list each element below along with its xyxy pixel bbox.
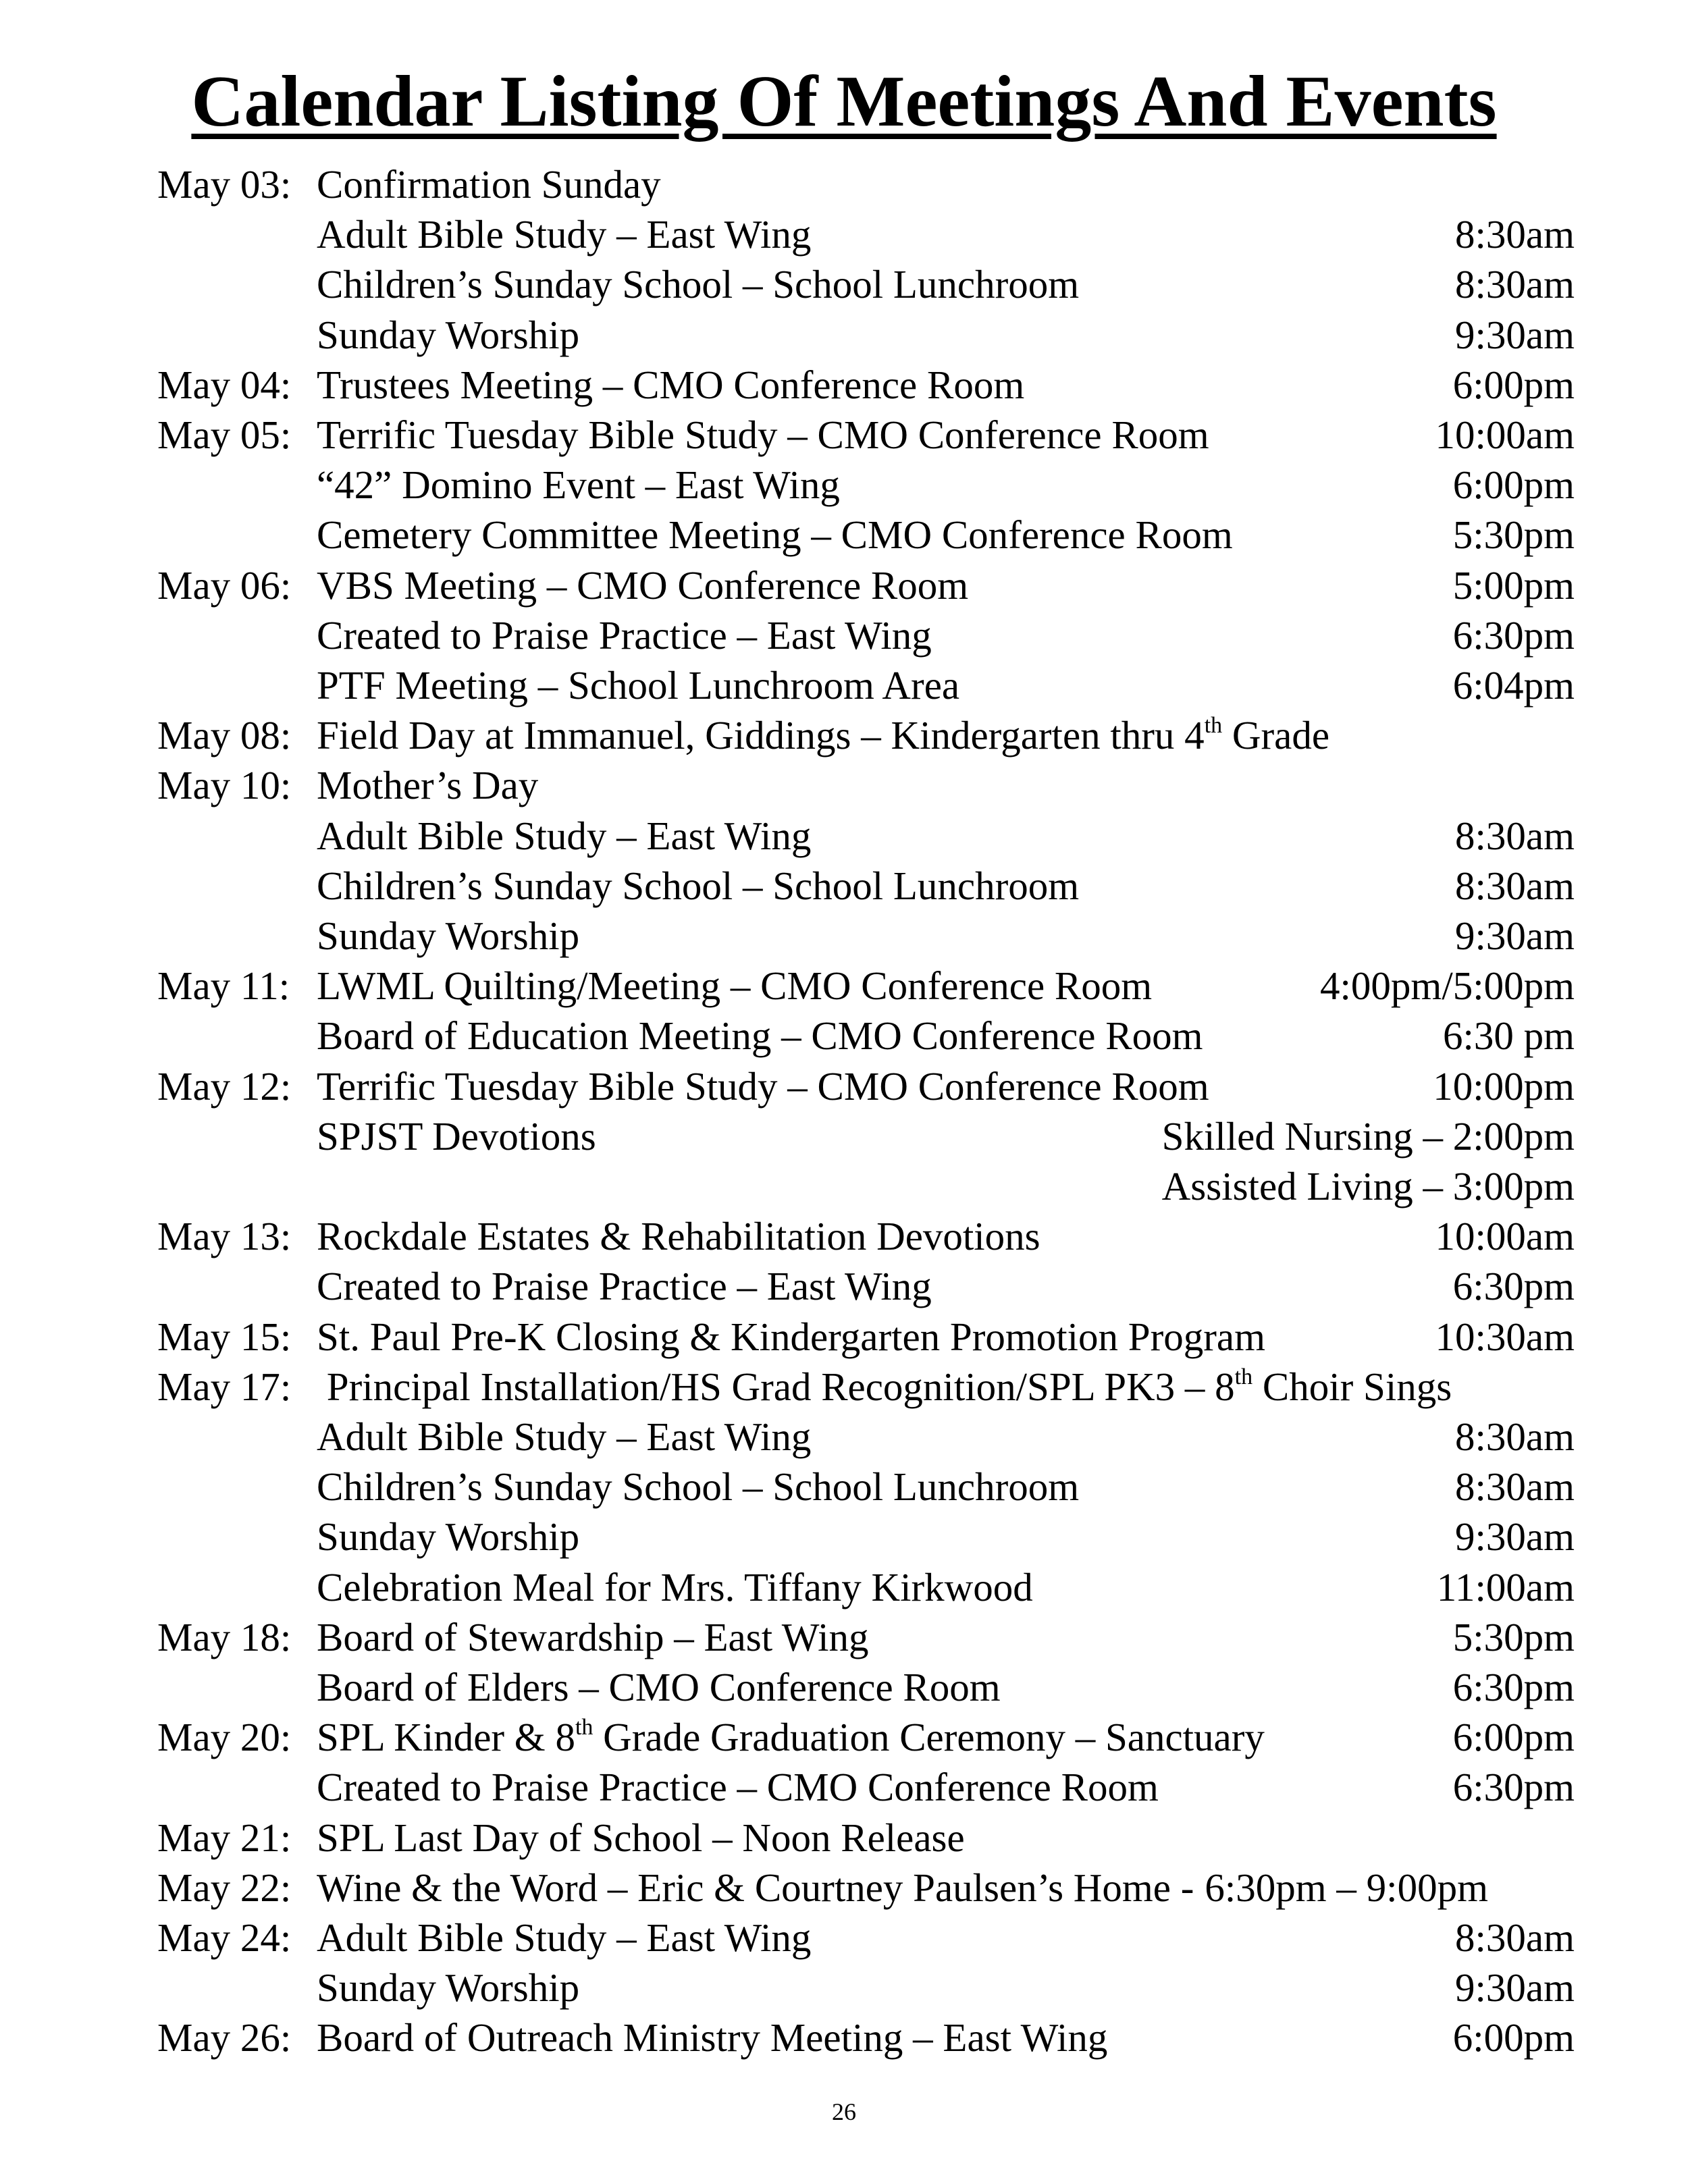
calendar-row: [0, 811, 1688, 861]
event-text: Adult Bible Study – East Wing: [317, 1414, 812, 1459]
calendar-row: [0, 410, 1688, 460]
calendar-row: [0, 1011, 1688, 1061]
event-time: 6:04pm: [1452, 663, 1575, 708]
event-description: [317, 710, 1329, 760]
event-date: May 03:: [157, 162, 292, 207]
event-description: [317, 1211, 1040, 1261]
event-time: 6:30pm – 9:00pm: [1205, 1865, 1488, 1910]
event-description: [317, 209, 811, 259]
event-description: [317, 259, 1079, 309]
event-date: May 11:: [157, 963, 290, 1008]
event-time: 6:30pm: [1452, 613, 1575, 658]
event-description: [317, 610, 932, 660]
event-time: 8:30am: [1455, 212, 1575, 257]
event-description: [317, 1512, 579, 1562]
page-title: Calendar Listing Of Meetings And Events: [191, 61, 1497, 142]
event-description: [317, 510, 1233, 560]
event-time: 8:30am: [1455, 262, 1575, 307]
event-text: Board of Education Meeting – CMO Conference Room: [317, 1013, 1203, 1058]
event-text: Children’s Sunday School – School Lunchroom: [317, 1464, 1080, 1509]
calendar-row: [0, 310, 1688, 360]
event-text: VBS Meeting – CMO Conference Room: [317, 563, 969, 608]
event-description: [317, 961, 1152, 1011]
event-text: Sunday Worship: [317, 913, 580, 958]
event-time: 9:30am: [1455, 1965, 1575, 2010]
event-description: [317, 310, 579, 360]
event-text: Adult Bible Study – East Wing: [317, 1915, 812, 1960]
event-description: [317, 660, 959, 710]
calendar-row: [0, 660, 1688, 710]
event-description: [317, 1963, 579, 2013]
event-text: Created to Praise Practice – East Wing: [317, 613, 932, 658]
ordinal-suffix: th: [1204, 713, 1223, 738]
event-time: 8:30am: [1455, 863, 1575, 908]
event-date: May 04:: [157, 363, 292, 407]
event-text: PTF Meeting – School Lunchroom Area: [317, 663, 960, 708]
event-text: Wine & the Word – Eric & Courtney Paulsen’s Home -: [317, 1865, 1194, 1910]
event-description: [317, 410, 1209, 460]
calendar-row: [0, 1161, 1688, 1211]
event-time: 6:30 pm: [1442, 1013, 1575, 1058]
event-time: 6:30pm: [1452, 1665, 1575, 1709]
calendar-row: [0, 610, 1688, 660]
event-text: Field Day at Immanuel, Giddings – Kindergarten thru 4: [317, 713, 1205, 757]
event-time: 6:00pm: [1452, 363, 1575, 407]
event-date: May 05:: [157, 412, 292, 457]
event-time: 10:30am: [1435, 1314, 1575, 1359]
event-time: 8:30am: [1455, 1464, 1575, 1509]
calendar-row: [0, 1512, 1688, 1562]
event-time: 6:30pm: [1452, 1765, 1575, 1809]
event-text: Board of Elders – CMO Conference Room: [317, 1665, 1001, 1709]
calendar-row: [0, 760, 1688, 810]
event-text: “42” Domino Event – East Wing: [317, 462, 840, 507]
event-text: SPL Last Day of School – Noon Release: [317, 1815, 965, 1860]
event-description: [317, 1312, 1265, 1362]
event-text: Board of Stewardship – East Wing: [317, 1615, 869, 1659]
event-description: [317, 811, 811, 861]
event-description: [317, 460, 840, 510]
calendar-row: [0, 1612, 1688, 1662]
calendar-row: [0, 1863, 1688, 1913]
calendar-row: [0, 1913, 1688, 1963]
event-description: [317, 1111, 596, 1161]
calendar-row: [0, 1462, 1688, 1512]
event-time: Skilled Nursing – 2:00pm: [1161, 1114, 1575, 1158]
event-time: 4:00pm/5:00pm: [1320, 963, 1575, 1008]
event-text: Children’s Sunday School – School Lunchroom: [317, 262, 1080, 307]
event-text: Children’s Sunday School – School Lunchroom: [317, 863, 1080, 908]
event-time: 5:30pm: [1452, 512, 1575, 557]
event-description: [317, 861, 1079, 911]
calendar-row: [0, 460, 1688, 510]
calendar-row: [0, 1261, 1688, 1311]
event-text: Sunday Worship: [317, 1514, 580, 1559]
calendar-row: [0, 710, 1688, 760]
event-text: Trustees Meeting – CMO Conference Room: [317, 363, 1025, 407]
event-text: Principal Installation/HS Grad Recognition/SPL PK3 – 8: [317, 1364, 1235, 1409]
event-text: Mother’s Day: [317, 763, 539, 807]
calendar-row: [0, 1562, 1688, 1612]
event-time: 6:00pm: [1452, 2015, 1575, 2060]
calendar-row: [0, 861, 1688, 911]
event-time: 5:30pm: [1452, 1615, 1575, 1659]
calendar-row: [0, 2013, 1688, 2062]
event-description: [317, 1011, 1203, 1061]
event-text: Terrific Tuesday Bible Study – CMO Conference Room: [317, 412, 1209, 457]
event-text: Sunday Worship: [317, 313, 580, 357]
event-date: May 20:: [157, 1715, 292, 1759]
event-date: May 26:: [157, 2015, 292, 2060]
calendar-row: [0, 1762, 1688, 1812]
event-time: 10:00am: [1435, 1214, 1575, 1258]
event-time: Assisted Living – 3:00pm: [1161, 1164, 1575, 1208]
event-date: May 17:: [157, 1364, 292, 1409]
event-time: 9:30am: [1455, 1514, 1575, 1559]
event-text: LWML Quilting/Meeting – CMO Conference Room: [317, 963, 1153, 1008]
ordinal-suffix: th: [1234, 1364, 1253, 1389]
event-text: Terrific Tuesday Bible Study – CMO Conference Room: [317, 1064, 1209, 1109]
event-date: May 08:: [157, 713, 292, 757]
event-time: 10:00am: [1435, 412, 1575, 457]
event-text: Created to Praise Practice – East Wing: [317, 1264, 932, 1308]
event-date: May 21:: [157, 1815, 292, 1860]
event-date: May 15:: [157, 1314, 292, 1359]
calendar-row: [0, 1211, 1688, 1261]
event-description: [317, 1412, 811, 1462]
calendar-row: [0, 259, 1688, 309]
calendar-row: [0, 209, 1688, 259]
event-time: 6:00pm: [1452, 1715, 1575, 1759]
event-text: Rockdale Estates & Rehabilitation Devotions: [317, 1214, 1040, 1258]
event-time: 8:30am: [1455, 1915, 1575, 1960]
event-time: 10:00pm: [1433, 1064, 1575, 1109]
event-description: [317, 1913, 811, 1963]
event-description: [317, 1712, 1265, 1762]
event-description: [317, 159, 661, 209]
event-description: [317, 1863, 1488, 1913]
event-time: 8:30am: [1455, 814, 1575, 858]
event-date: May 10:: [157, 763, 292, 807]
event-description: [317, 2013, 1107, 2062]
event-time: 11:00am: [1436, 1565, 1575, 1609]
event-text-continued: Grade: [1222, 713, 1330, 757]
event-text: Adult Bible Study – East Wing: [317, 212, 812, 257]
event-description: [317, 1762, 1159, 1812]
event-text: St. Paul Pre-K Closing & Kindergarten Promotion Program: [317, 1314, 1265, 1359]
event-time: 9:30am: [1455, 313, 1575, 357]
event-text: Cemetery Committee Meeting – CMO Conference Room: [317, 512, 1233, 557]
event-text: Board of Outreach Ministry Meeting – East Wing: [317, 2015, 1108, 2060]
event-time: 6:00pm: [1452, 462, 1575, 507]
calendar-row: [0, 1312, 1688, 1362]
calendar-row: [0, 1111, 1688, 1161]
event-date: May 18:: [157, 1615, 292, 1659]
calendar-row: [0, 510, 1688, 560]
event-text: Sunday Worship: [317, 1965, 580, 2010]
event-text: SPL Kinder & 8: [317, 1715, 575, 1759]
calendar-row: [0, 1662, 1688, 1712]
event-description: [317, 1562, 1033, 1612]
calendar-row: [0, 1813, 1688, 1863]
event-date: May 22:: [157, 1865, 292, 1910]
event-text: Celebration Meal for Mrs. Tiffany Kirkwood: [317, 1565, 1033, 1609]
event-date: May 24:: [157, 1915, 292, 1960]
event-description: [317, 1612, 869, 1662]
event-time: 6:30pm: [1452, 1264, 1575, 1308]
calendar-row: [0, 1963, 1688, 2013]
event-description: [317, 1362, 1452, 1412]
event-date: May 06:: [157, 563, 292, 608]
event-description: [317, 1462, 1079, 1512]
calendar-row: [0, 1061, 1688, 1111]
event-description: [317, 760, 538, 810]
event-text: Created to Praise Practice – CMO Conference Room: [317, 1765, 1159, 1809]
event-text: Confirmation Sunday: [317, 162, 661, 207]
event-time: 8:30am: [1455, 1414, 1575, 1459]
event-time: 9:30am: [1455, 913, 1575, 958]
event-description: [317, 560, 968, 610]
event-description: [317, 1261, 932, 1311]
calendar-row: [0, 1412, 1688, 1462]
ordinal-suffix: th: [575, 1715, 594, 1740]
event-text-continued: Grade Graduation Ceremony – Sanctuary: [593, 1715, 1265, 1759]
event-description: [317, 1061, 1209, 1111]
event-description: [317, 1662, 1001, 1712]
event-date: May 12:: [157, 1064, 292, 1109]
event-description: [317, 1813, 965, 1863]
event-date: May 13:: [157, 1214, 292, 1258]
calendar-row: [0, 1712, 1688, 1762]
calendar-row: [0, 961, 1688, 1011]
event-description: [317, 360, 1024, 410]
calendar-row: [0, 911, 1688, 961]
event-text: Adult Bible Study – East Wing: [317, 814, 812, 858]
event-time: 5:00pm: [1452, 563, 1575, 608]
page-number: 26: [832, 2098, 856, 2125]
event-description: [317, 911, 579, 961]
calendar-row: [0, 159, 1688, 209]
calendar-row: [0, 360, 1688, 410]
event-text-continued: Choir Sings: [1252, 1364, 1452, 1409]
calendar-row: [0, 1362, 1688, 1412]
calendar-row: [0, 560, 1688, 610]
event-text: SPJST Devotions: [317, 1114, 596, 1158]
